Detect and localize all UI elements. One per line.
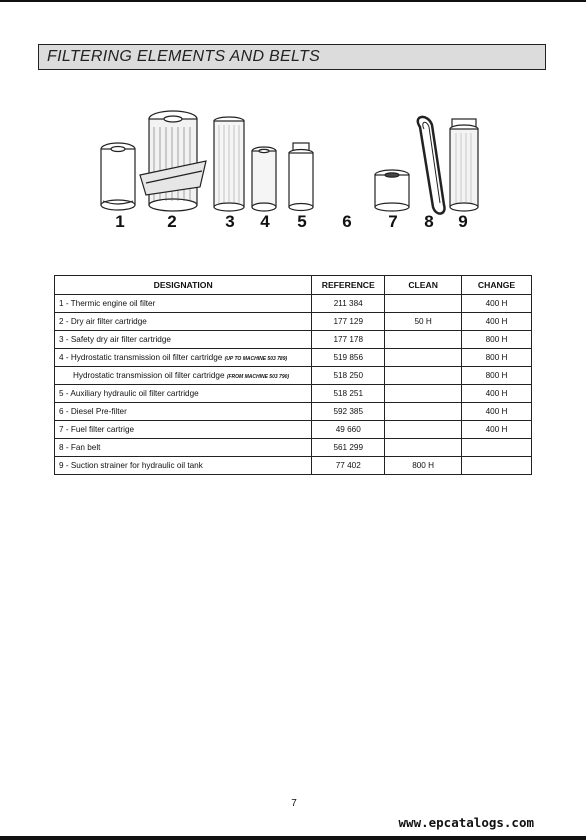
cell-designation (55, 439, 312, 457)
cell-clean: 50 H (385, 313, 462, 331)
figure-label-6: 6 (342, 212, 352, 231)
cell-change (462, 439, 532, 457)
cell-change: 800 H (462, 349, 532, 367)
strainer-9-drawing (450, 119, 478, 211)
figure-label-7: 7 (388, 212, 398, 231)
table-header-row (55, 276, 532, 295)
header-designation: DESIGNATION (55, 276, 312, 295)
cell-clean (385, 349, 462, 367)
cell-reference: 592 385 (312, 403, 385, 421)
figure-label-3: 3 (225, 212, 235, 231)
cell-reference: 518 251 (312, 385, 385, 403)
designation-text: 6 - Diesel Pre-filter (59, 407, 127, 416)
top-rule (0, 0, 586, 2)
cell-designation (55, 421, 312, 439)
table-row (55, 331, 532, 349)
designation-text: 9 - Suction strainer for hydraulic oil tank (59, 461, 203, 470)
table-row (55, 403, 532, 421)
cell-reference: 49 660 (312, 421, 385, 439)
cell-clean (385, 295, 462, 313)
figure-label-1: 1 (115, 212, 125, 231)
cell-reference: 77 402 (312, 457, 385, 475)
table-row (55, 385, 532, 403)
cell-designation (55, 331, 312, 349)
cell-clean (385, 421, 462, 439)
table-row (55, 439, 532, 457)
cell-clean (385, 403, 462, 421)
figure-label-4: 4 (260, 212, 270, 231)
figure-label-5: 5 (297, 212, 307, 231)
table-row (55, 313, 532, 331)
figure-label-9: 9 (458, 212, 468, 231)
cell-change (462, 457, 532, 475)
table-row (55, 295, 532, 313)
cell-designation (55, 349, 312, 367)
section-title-box (38, 44, 546, 70)
cell-reference: 519 856 (312, 349, 385, 367)
cell-reference: 177 129 (312, 313, 385, 331)
designation-note: (UP TO MACHINE 503 789) (224, 356, 288, 362)
page-number: 7 (291, 798, 297, 809)
watermark: www.epcatalogs.com (398, 815, 534, 830)
cell-change: 400 H (462, 421, 532, 439)
bottom-rule (0, 836, 586, 840)
header-change: CHANGE (462, 276, 532, 295)
cell-clean: 800 H (385, 457, 462, 475)
filter-7-drawing (375, 170, 409, 211)
designation-text: 4 - Hydrostatic transmission oil filter cartridge (59, 353, 223, 362)
table-row (55, 349, 532, 367)
designation-text: Hydrostatic transmission oil filter cartridge (73, 371, 225, 380)
figure-label-8: 8 (424, 212, 434, 231)
designation-text: 8 - Fan belt (59, 443, 101, 452)
designation-text: 2 - Dry air filter cartridge (59, 317, 147, 326)
cell-clean (385, 385, 462, 403)
cell-reference: 211 384 (312, 295, 385, 313)
header-reference: REFERENCE (312, 276, 385, 295)
filter-5-drawing (289, 143, 313, 211)
header-clean: CLEAN (385, 276, 462, 295)
cell-clean (385, 331, 462, 349)
designation-text: 7 - Fuel filter cartrige (59, 425, 135, 434)
figure-label-2: 2 (167, 212, 177, 231)
fan-belt-8-drawing (418, 117, 445, 214)
filter-2-drawing (140, 111, 206, 211)
table-row (55, 421, 532, 439)
table-row (55, 367, 532, 385)
cell-designation (55, 403, 312, 421)
cell-reference: 561 299 (312, 439, 385, 457)
cell-change: 400 H (462, 403, 532, 421)
cell-clean (385, 439, 462, 457)
designation-text: 3 - Safety dry air filter cartridge (59, 335, 171, 344)
cell-change: 400 H (462, 295, 532, 313)
page-title: FILTERING ELEMENTS AND BELTS (47, 48, 321, 65)
table-row (55, 457, 532, 475)
cell-change: 800 H (462, 331, 532, 349)
cell-reference: 177 178 (312, 331, 385, 349)
cell-designation (55, 385, 312, 403)
filter-1-drawing (101, 143, 135, 210)
cell-designation (55, 367, 312, 385)
cell-designation (55, 457, 312, 475)
cell-change: 400 H (462, 385, 532, 403)
designation-text: 5 - Auxiliary hydraulic oil filter cartridge (59, 389, 199, 398)
designation-text: 1 - Thermic engine oil filter (59, 299, 156, 308)
cell-designation (55, 313, 312, 331)
filter-4-drawing (252, 147, 276, 211)
cell-clean (385, 367, 462, 385)
cell-designation (55, 295, 312, 313)
cell-change: 400 H (462, 313, 532, 331)
designation-note: (FROM MACHINE 503 790) (226, 374, 290, 380)
filter-3-drawing (214, 117, 244, 211)
maintenance-table (54, 275, 532, 475)
cell-reference: 518 250 (312, 367, 385, 385)
cell-change: 800 H (462, 367, 532, 385)
